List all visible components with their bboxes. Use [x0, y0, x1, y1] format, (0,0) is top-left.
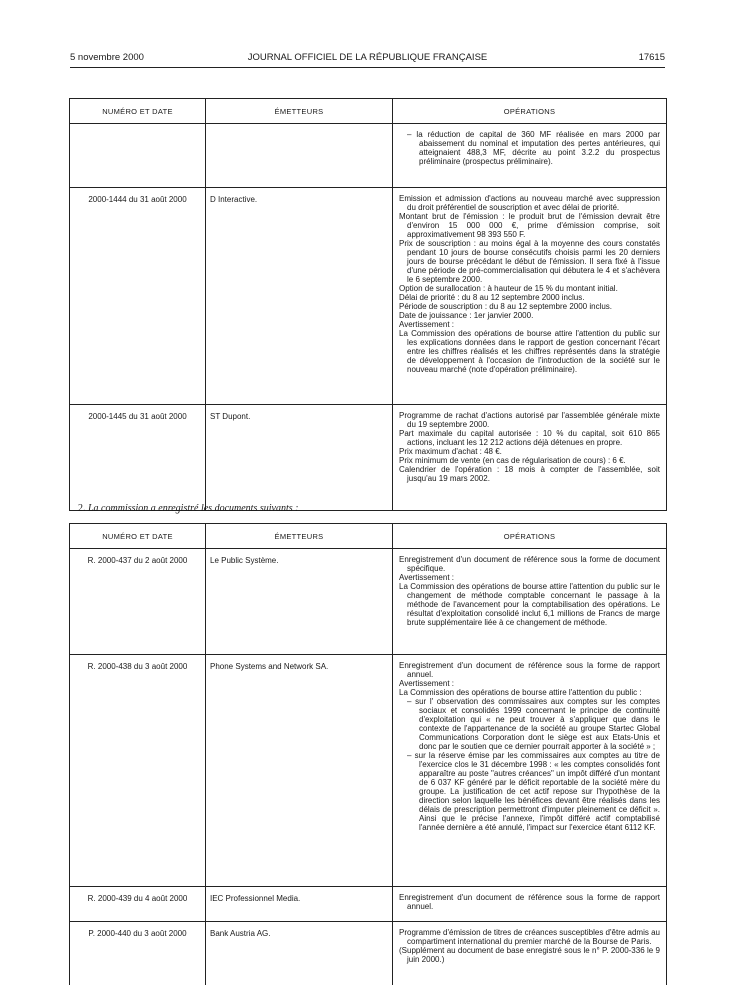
- row-numero: P. 2000-440 du 3 août 2000: [70, 922, 206, 986]
- op-text: Enregistrement d'un document de référence sous la forme de rapport annuel.: [399, 661, 660, 679]
- row-numero: R. 2000-437 du 2 août 2000: [70, 549, 206, 655]
- section-number: 2.: [78, 503, 86, 514]
- col-numero: NUMÉRO ET DATE: [70, 99, 206, 124]
- op-text: La Commission des opérations de bourse attire l'attention du public :: [399, 688, 642, 697]
- op-text: Enregistrement d'un document de référence sous la forme de document spécifique.: [399, 555, 660, 573]
- row-operations: [393, 188, 667, 405]
- row-operations: [393, 124, 667, 188]
- section-title: La commission a enregistré les documents suivants :: [88, 503, 299, 514]
- table-row: [70, 124, 667, 188]
- journal-title: JOURNAL OFFICIEL DE LA RÉPUBLIQUE FRANÇAISE: [247, 52, 488, 63]
- op-text: – sur la réserve émise par les commissaires aux comptes au titre de l'exercice clos le 31 décembre 1998 : « les comptes consolidés font apparaître au poste "autres créances" un impôt différé d'un montant de 6 037 KF généré par le déficit reportable de la société mère du groupe. La justification de cet actif repose sur l'hypothèse de la direction selon laquelle les bénéfices devant être réalisés dans les délais de prescription permettront d'imputer pleinement ce déficit ». Ainsi que le précise l'annexe, l'impôt différé actif comptabilisé l'année dernière a été annulé, l'impact sur l'exercice étant 6112 KF.: [407, 751, 660, 832]
- op-text: Montant brut de l'émission : le produit brut de l'émission devrait être d'environ 15 000 000 €, prime d'émission comprise, soit approximativement 98 393 550 F.: [399, 212, 660, 239]
- row-operations: [393, 922, 667, 986]
- page-number: 17615: [638, 52, 665, 63]
- op-text: Avertissement :: [399, 679, 454, 688]
- col-numero: NUMÉRO ET DATE: [70, 524, 206, 549]
- op-text: Part maximale du capital autorisée : 10 % du capital, soit 610 865 actions, incluant les 12 212 actions déjà détenues en propre.: [399, 429, 660, 447]
- table-row: [70, 549, 667, 655]
- op-text: La Commission des opérations de bourse attire l'attention du public sur le changement de méthode comptable concernant le passage à la méthode de l'avancement pour la comptabilisation des opérations. Le résultat d'exploitation consolidé inclut 6,1 millions de Francs de marge brute supplémentaire liée à ce changement de méthode.: [399, 582, 660, 627]
- op-text: Programme d'émission de titres de créances susceptibles d'être admis au compartiment international du premier marché de la Bourse de Paris.: [399, 928, 660, 946]
- op-text: Prix maximum d'achat : 48 €.: [399, 447, 502, 456]
- op-text: Calendrier de l'opération : 18 mois à compter de l'assemblée, soit jusqu'au 19 mars 2002.: [399, 465, 660, 483]
- table-row: [70, 405, 667, 511]
- header-rule: [70, 67, 665, 68]
- op-text: Avertissement :: [399, 320, 454, 329]
- op-text: La Commission des opérations de bourse attire l'attention du public sur les explications données dans le rapport de gestion concernant l'écart entre les chiffres réalisés et les chiffres représentés dans la stratégie de développement à l'occasion de l'introduction de la société sur le nouveau marché (note d'opération préliminaire).: [399, 329, 660, 374]
- col-operations: OPÉRATIONS: [393, 99, 667, 124]
- op-text: Date de jouissance : 1er janvier 2000.: [399, 311, 534, 320]
- table-header: [70, 524, 667, 549]
- row-operations: [393, 655, 667, 887]
- row-numero: 2000-1445 du 31 août 2000: [70, 405, 206, 511]
- row-emetteur: Bank Austria AG.: [206, 922, 393, 986]
- op-text: – sur l' observation des commissaires aux comptes sur les comptes sociaux et consolidés 1999 concernant le principe de continuité d'exploitation qui « ne peut trouver à s'appliquer que dans le contexte de l'appartenance de la société au groupe Startec Global Communications Corporation dont le siège est aux Etats-Unis et donc par le soutien que ce dernier pourrait apporter à la société » ;: [407, 697, 660, 751]
- table-row: [70, 655, 667, 887]
- op-text: Option de surallocation : à hauteur de 15 % du montant initial.: [399, 284, 618, 293]
- op-text: Prix de souscription : au moins égal à la moyenne des cours constatés pendant 10 jours de bourse consécutifs choisis parmi les 20 derniers jours de bourse précédant le début de l'émission. Il sera fixé à l'issue d'une période de pré-commercialisation qui débutera le 4 et s'achèvera le 6 septembre 2000.: [399, 239, 660, 284]
- col-emetteurs: ÉMETTEURS: [206, 99, 393, 124]
- col-emetteurs: ÉMETTEURS: [206, 524, 393, 549]
- table-row: [70, 922, 667, 986]
- op-text: – la réduction de capital de 360 MF réalisée en mars 2000 par abaissement du nominal et imputation des pertes antérieures, qui atteignaient 488,3 MF, décrite au point 3.2.2 du prospectus préliminaire (prospectus préliminaire).: [407, 130, 660, 166]
- row-emetteur: Phone Systems and Network SA.: [206, 655, 393, 887]
- operations-table-2: [69, 523, 667, 985]
- row-operations: [393, 887, 667, 922]
- row-emetteur: Le Public Système.: [206, 549, 393, 655]
- row-numero: R. 2000-438 du 3 août 2000: [70, 655, 206, 887]
- row-numero: R. 2000-439 du 4 août 2000: [70, 887, 206, 922]
- col-operations: OPÉRATIONS: [393, 524, 667, 549]
- row-emetteur: D Interactive.: [206, 188, 393, 405]
- row-emetteur: IEC Professionnel Media.: [206, 887, 393, 922]
- op-text: Enregistrement d'un document de référence sous la forme de rapport annuel.: [399, 893, 660, 911]
- page-header: [70, 52, 665, 68]
- op-text: (Supplément au document de base enregistré sous le n° P. 2000-336 le 9 juin 2000.): [399, 946, 660, 964]
- row-operations: [393, 405, 667, 511]
- row-numero: [70, 124, 206, 188]
- op-text: Prix minimum de vente (en cas de régularisation de cours) : 6 €.: [399, 456, 626, 465]
- op-text: Période de souscription : du 8 au 12 septembre 2000 inclus.: [399, 302, 613, 311]
- op-text: Avertissement :: [399, 573, 454, 582]
- row-operations: [393, 549, 667, 655]
- op-text: Programme de rachat d'actions autorisé par l'assemblée générale mixte du 19 septembre 2000.: [399, 411, 660, 429]
- row-emetteur: ST Dupont.: [206, 405, 393, 511]
- header-date: 5 novembre 2000: [70, 52, 144, 63]
- table-row: [70, 887, 667, 922]
- section-heading: [78, 503, 298, 514]
- row-numero: 2000-1444 du 31 août 2000: [70, 188, 206, 405]
- table-header: [70, 99, 667, 124]
- operations-table-1: [69, 98, 667, 511]
- op-text: Emission et admission d'actions au nouveau marché avec suppression du droit préférentiel de souscription et avec délai de priorité.: [399, 194, 660, 212]
- op-text: Délai de priorité : du 8 au 12 septembre 2000 inclus.: [399, 293, 585, 302]
- row-emetteur: [206, 124, 393, 188]
- table-row: [70, 188, 667, 405]
